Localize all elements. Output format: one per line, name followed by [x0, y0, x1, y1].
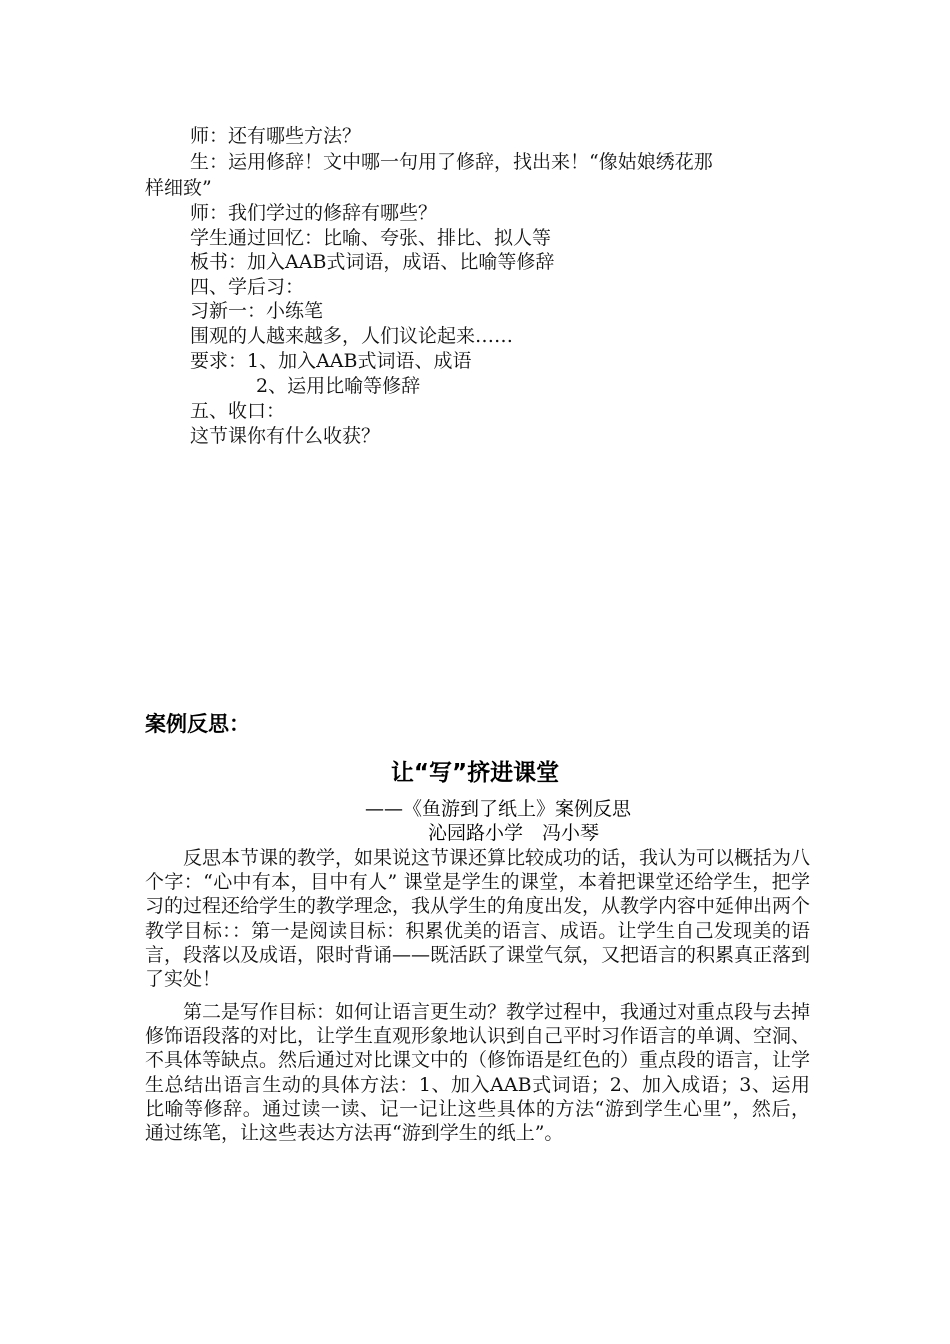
- dialogue-line-blackboard: 板书：加入AAB式词语，成语、比喻等修辞: [190, 251, 555, 273]
- dialogue-line-teacher-methods: 师：还有哪些方法？: [190, 125, 362, 147]
- dialogue-line-student-recall: 学生通过回忆：比喻、夸张、排比、拟人等: [190, 227, 552, 249]
- reflection-paragraph-2: 第二是写作目标：如何让语言更生动？教学过程中，我通过对重点段与去掉修饰语段落的对比，让学生直观形象地认识到自己平时习作语言的单调、空洞、不具体等缺点。然后通过对比课文中的（修饰语是红色的）重点段的语言，让学生总结出语言生动的具体方法：1、加入AAB式词语；2、加入成语；3、运用比喻等修辞。通过读一读、记一记让这些具体的方法“游到学生心里”，然后，通过练笔，让这些表达方法再“游到学生的纸上”。: [145, 1001, 811, 1145]
- dialogue-line-teacher-rhetoric-list: 师：我们学过的修辞有哪些？: [190, 202, 438, 224]
- practice-prompt: 围观的人越来越多，人们议论起来……: [190, 325, 514, 347]
- dialogue-line-student-rhetoric-cont: 样细致”: [145, 177, 212, 199]
- requirement-1: 要求：1、加入AAB式词语、成语: [190, 350, 472, 372]
- section-closing: 五、收口：: [190, 400, 286, 422]
- section-after-class-practice: 四、学后习：: [190, 276, 305, 298]
- dialogue-line-student-rhetoric: 生：运用修辞！文中哪一句用了修辞，找出来！“像姑娘绣花那: [190, 151, 713, 173]
- requirement-2: 2、运用比喻等修辞: [256, 375, 421, 397]
- case-reflection-heading: 案例反思：: [145, 712, 250, 736]
- article-subtitle: ——《鱼游到了纸上》案例反思: [365, 798, 632, 820]
- reflection-paragraph-1: 反思本节课的教学，如果说这节课还算比较成功的话，我认为可以概括为八个字：“心中有本，目中有人” 课堂是学生的课堂，本着把课堂还给学生，把学习的过程还给学生的教学理念，我从学生的角度出发，从教学内容中延伸出两个教学目标：：第一是阅读目标：积累优美的语言、成语。让学生自己发现美的语言，段落以及成语，限时背诵——既活跃了课堂气氛，又把语言的积累真正落到了实处！: [145, 847, 811, 991]
- closing-question: 这节课你有什么收获？: [190, 425, 381, 447]
- article-title: 让“写”挤进课堂: [390, 760, 560, 786]
- practice-title: 习新一：小练笔: [190, 300, 324, 322]
- article-author: 沁园路小学 冯小琴: [428, 822, 600, 844]
